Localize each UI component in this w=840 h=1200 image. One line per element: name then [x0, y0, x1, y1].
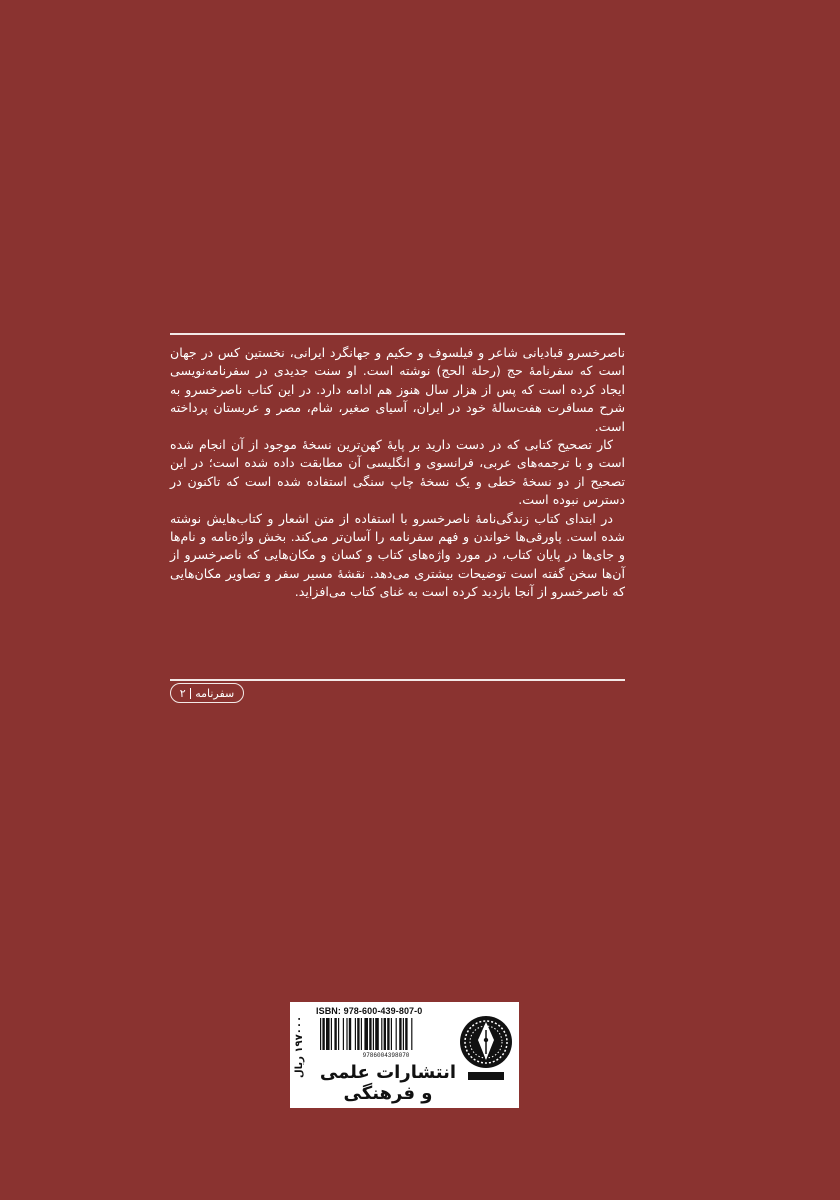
barcode-digits: 9786004398070 — [362, 1052, 410, 1058]
series-number: ۲ — [179, 686, 186, 700]
series-separator — [190, 688, 192, 699]
price-label: ۱۹۷۰۰۰ ریال — [294, 1015, 305, 1079]
blurb-paragraph-2: کار تصحیح کتابی که در دست دارید بر پایهٔ کهن‌ترین نسخهٔ موجود از آن انجام شده است و با ترجمه‌های عربی، فرانسوی و انگلیسی آن مطابقت داده شده است؛ در این تصحیح از دو نسخهٔ خطی و یک نسخهٔ چاپ سنگی استفاده شده است که تاکنون در دسترس نبوده است. — [170, 437, 625, 508]
blurb-paragraph-3: در ابتدای کتاب زندگی‌نامهٔ ناصرخسرو با استفاده از متن اشعار و کتاب‌هایش نوشته شده است. پاورقی‌ها خواندن و فهم سفرنامه را آسان‌تر می‌کند. بخش واژه‌نامه و نام‌ها و جای‌ها در پایان کتاب، در مورد واژه‌های کتاب و کسان و مکان‌هایی که ناصرخسرو از آن‌ها سخن گفته است توضیحات بیشتری می‌دهد. نقشهٔ مسیر سفر و تصاویر مکان‌هایی که ناصرخسرو از آنجا بازدید کرده است به غنای کتاب می‌افزاید. — [170, 510, 625, 600]
isbn-label: ISBN: 978-600-439-807-0 — [316, 1006, 423, 1016]
bottom-rule — [170, 679, 625, 681]
publisher-name: انتشارات علمی و فرهنگی — [319, 1062, 457, 1104]
barcode-box — [290, 1002, 519, 1108]
series-name: سفرنامه — [195, 686, 235, 700]
pen-nib-circle-icon — [458, 1010, 514, 1088]
barcode-icon — [316, 1018, 456, 1058]
top-rule — [170, 333, 625, 335]
series-tag — [170, 683, 244, 703]
blurb-paragraph-1: ناصرخسرو قبادیانی شاعر و فیلسوف و حکیم و جهانگرد ایرانی، نخستین کس در جهان است که سفرنامهٔ حج (رحلة الحج) نوشته است. او سنت جدیدی در سفرنامه‌نویسی ایجاد کرده است که پس از هزار سال هنوز هم ادامه دارد. در این کتاب ناصرخسرو به شرح مسافرت هفت‌سالهٔ خود در ایران، آسیای صغیر، شام، مصر و عربستان پرداخته است. — [170, 345, 625, 434]
back-cover-blurb — [170, 344, 625, 602]
